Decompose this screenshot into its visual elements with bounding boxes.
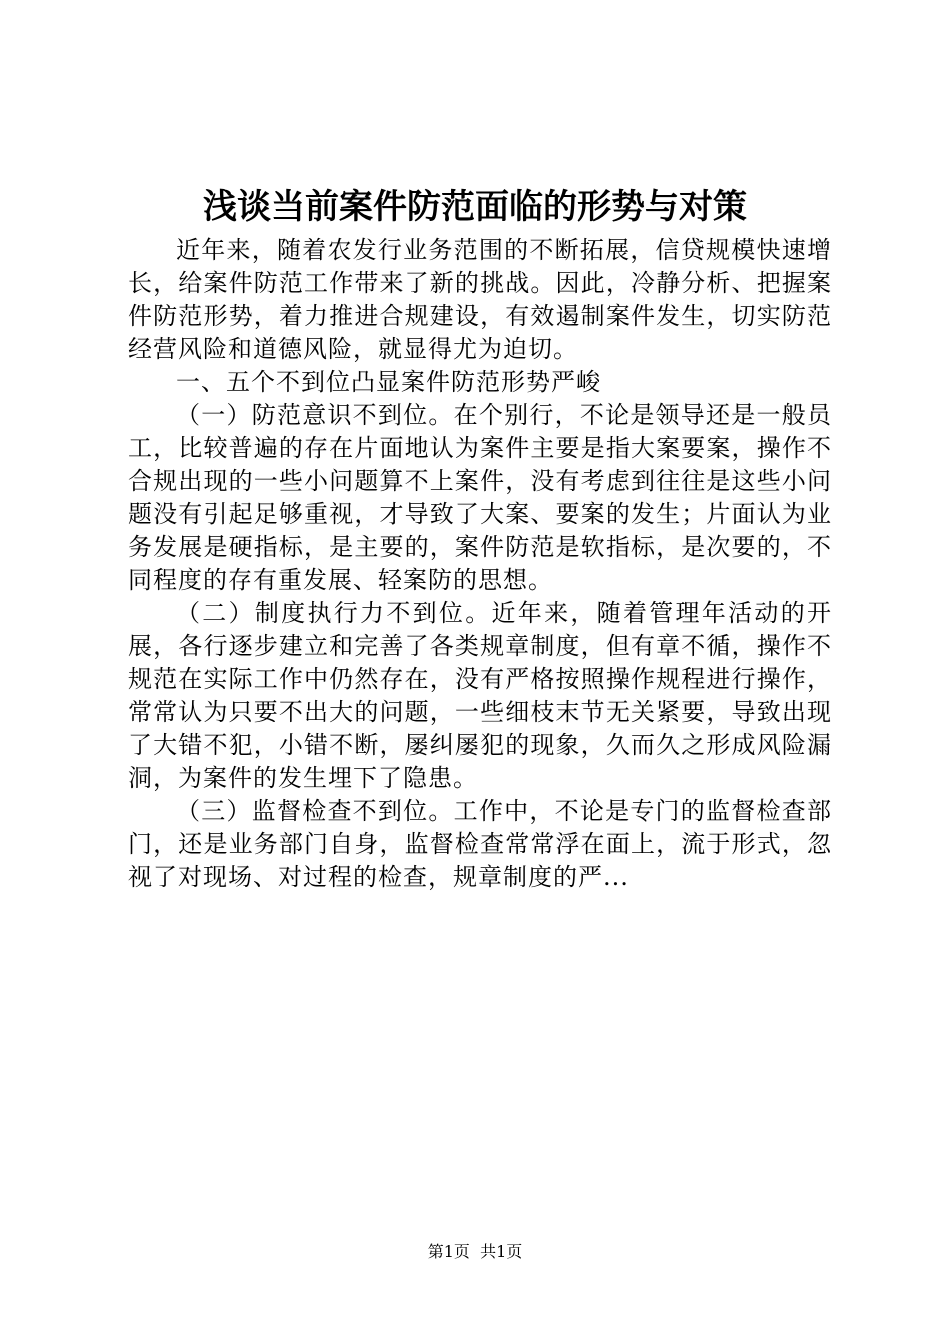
paragraph-point-1: （一）防范意识不到位。在个别行，不论是领导还是一般员工，比较普遍的存在片面地认为案件主要是指大案要案，操作不合规出现的一些小问题算不上案件，没有考虑到往往是这些小问题没有引起足够重视，才导致了大案、要案的发生；片面认为业务发展是硬指标，是主要的，案件防范是软指标，是次要的，不同程度的存有重发展、轻案防的思想。 [128,401,832,594]
paragraph-intro: 近年来，随着农发行业务范围的不断拓展，信贷规模快速增长，给案件防范工作带来了新的挑战。因此，冷静分析、把握案件防范形势，着力推进合规建设，有效遏制案件发生，切实防范经营风险和道德风险，就显得尤为迫切。 [128,236,832,363]
page-title: 浅谈当前案件防范面临的形势与对策 [203,187,747,227]
paragraph-point-2: （二）制度执行力不到位。近年来，随着管理年活动的开展，各行逐步建立和完善了各类规章制度，但有章不循，操作不规范在实际工作中仍然存在，没有严格按照操作规程进行操作，常常认为只要不出大的问题，一些细枝末节无关紧要，导致出现了大错不犯，小错不断，屡纠屡犯的现象，久而久之形成风险漏洞，为案件的发生埋下了隐患。 [128,599,832,792]
page-footer: 第1页 共1页 [427,1242,523,1261]
document-body [128,234,832,894]
section-heading: 一、五个不到位凸显案件防范形势严峻 [176,368,601,396]
paragraph-point-3: （三）监督检查不到位。工作中，不论是专门的监督检查部门，还是业务部门自身，监督检查常常浮在面上，流于形式，忽视了对现场、对过程的检查，规章制度的严... [128,797,832,891]
